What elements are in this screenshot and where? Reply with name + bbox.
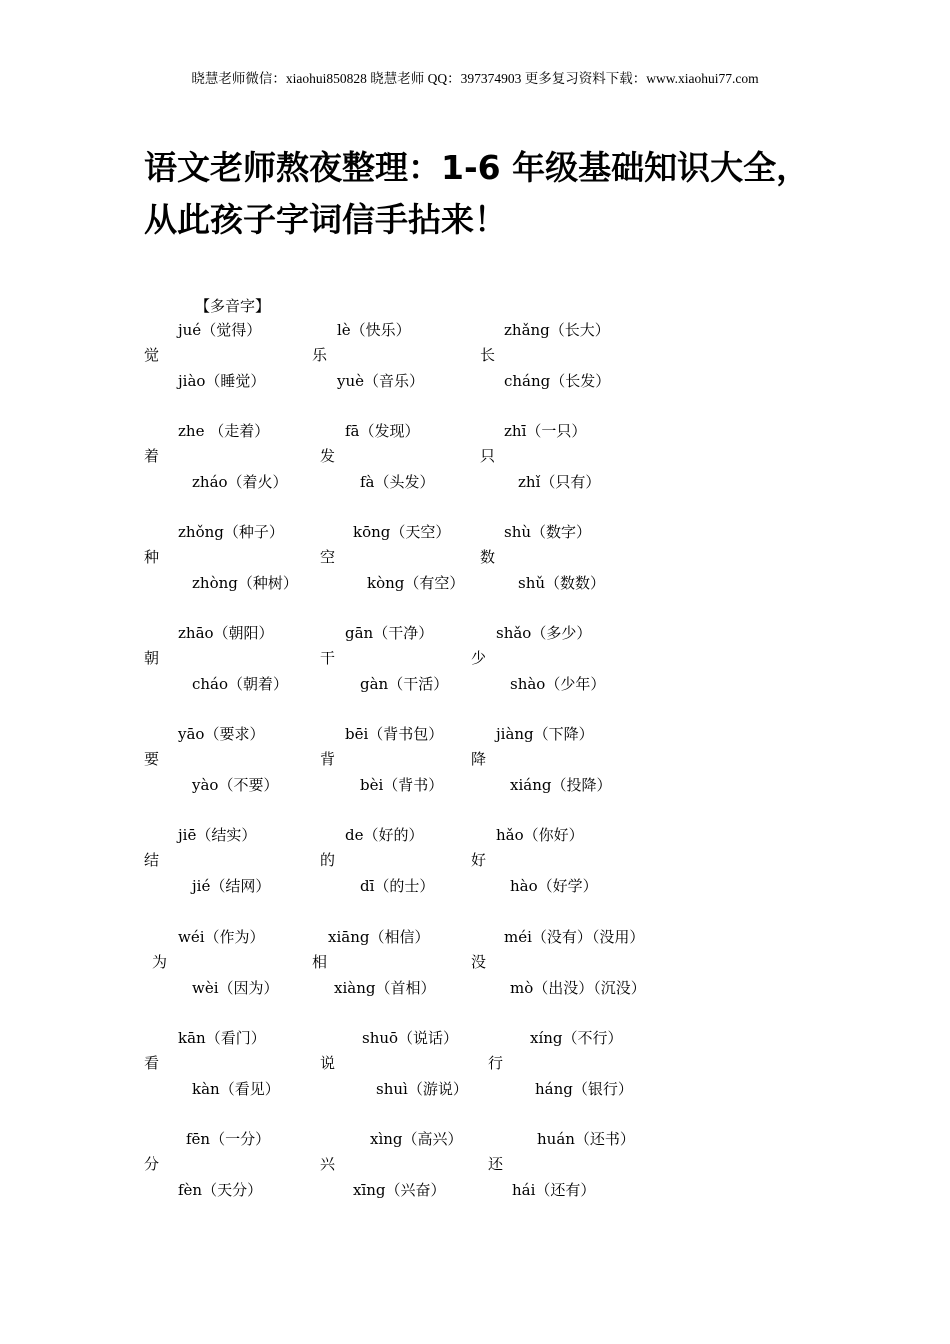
polyphone-char: 没 [471, 953, 487, 971]
polyphone-char: 觉 [144, 346, 160, 364]
pinyin-top: méi（没有）（没用） [504, 928, 645, 946]
polyphone-char: 行 [488, 1054, 504, 1072]
page-title [144, 142, 844, 246]
polyphone-char: 的 [320, 851, 336, 869]
polyphone-char: 长 [480, 346, 496, 364]
pinyin-top: xiāng（相信） [328, 928, 430, 946]
pinyin-bottom: shào（少年） [510, 675, 606, 693]
polyphone-group [0, 927, 950, 1007]
pinyin-bottom: yào（不要） [192, 776, 279, 794]
pinyin-top: wéi（作为） [178, 928, 265, 946]
pinyin-top: zhe （走着） [178, 422, 270, 440]
pinyin-bottom: cháo（朝着） [192, 675, 289, 693]
pinyin-bottom: cháng（长发） [504, 372, 611, 390]
pinyin-bottom: wèi（因为） [192, 979, 279, 997]
pinyin-top: xíng（不行） [530, 1029, 623, 1047]
pinyin-bottom: háng（银行） [535, 1080, 633, 1098]
polyphone-char: 着 [144, 447, 160, 465]
pinyin-bottom: kàn（看见） [192, 1080, 280, 1098]
polyphone-char: 相 [312, 953, 328, 971]
pinyin-top: bēi（背书包） [345, 725, 444, 743]
pinyin-bottom: zhǐ（只有） [518, 473, 601, 491]
polyphone-char: 好 [471, 851, 487, 869]
title-line-1: 语文老师熬夜整理：1-6 年级基础知识大全， [144, 148, 810, 187]
polyphone-group [0, 522, 950, 602]
polyphone-char: 发 [320, 447, 336, 465]
pinyin-bottom: xiáng（投降） [510, 776, 612, 794]
polyphone-char: 为 [152, 953, 168, 971]
polyphone-char: 少 [471, 649, 487, 667]
polyphone-group [0, 623, 950, 703]
pinyin-top: de（好的） [345, 826, 424, 844]
polyphone-char: 还 [488, 1155, 504, 1173]
polyphone-char: 乐 [312, 346, 328, 364]
pinyin-top: zhǒng（种子） [178, 523, 284, 541]
pinyin-bottom: xīng（兴奋） [353, 1181, 446, 1199]
pinyin-bottom: gàn（干活） [360, 675, 449, 693]
polyphone-char: 看 [144, 1054, 160, 1072]
polyphone-group [0, 724, 950, 804]
pinyin-top: jué（觉得） [178, 321, 262, 339]
pinyin-bottom: dī（的士） [360, 877, 435, 895]
pinyin-bottom: bèi（背书） [360, 776, 444, 794]
pinyin-bottom: shǔ（数数） [518, 574, 606, 592]
polyphone-char: 种 [144, 548, 160, 566]
polyphone-group [0, 320, 950, 400]
pinyin-top: fēn（一分） [186, 1130, 271, 1148]
pinyin-bottom: zhòng（种树） [192, 574, 298, 592]
pinyin-bottom: kòng（有空） [367, 574, 465, 592]
pinyin-top: hǎo（你好） [496, 826, 584, 844]
pinyin-bottom: jiào（睡觉） [178, 372, 266, 390]
pinyin-top: zhǎng（长大） [504, 321, 610, 339]
pinyin-top: kōng（天空） [353, 523, 451, 541]
pinyin-bottom: yuè（音乐） [337, 372, 425, 390]
polyphone-char: 分 [144, 1155, 160, 1173]
pinyin-bottom: zháo（着火） [192, 473, 288, 491]
polyphone-group [0, 1129, 950, 1209]
polyphone-char: 要 [144, 750, 160, 768]
pinyin-bottom: mò（出没）（沉没） [510, 979, 646, 997]
pinyin-bottom: hái（还有） [512, 1181, 596, 1199]
polyphone-char: 结 [144, 851, 160, 869]
pinyin-top: fā（发现） [345, 422, 420, 440]
pinyin-bottom: fèn（天分） [178, 1181, 263, 1199]
polyphone-group [0, 421, 950, 501]
polyphone-char: 说 [320, 1054, 336, 1072]
polyphone-group [0, 825, 950, 905]
pinyin-bottom: shuì（游说） [376, 1080, 468, 1098]
pinyin-bottom: fà（头发） [360, 473, 435, 491]
pinyin-bottom: hào（好学） [510, 877, 598, 895]
polyphone-char: 兴 [320, 1155, 336, 1173]
polyphone-char: 干 [320, 649, 336, 667]
polyphone-char: 空 [320, 548, 336, 566]
pinyin-top: shuō（说话） [362, 1029, 459, 1047]
pinyin-top: lè（快乐） [337, 321, 411, 339]
pinyin-top: jiē（结实） [178, 826, 257, 844]
pinyin-top: huán（还书） [537, 1130, 635, 1148]
pinyin-top: gān（干净） [345, 624, 434, 642]
section-label-polyphonic: 【多音字】 [195, 297, 271, 315]
pinyin-top: shǎo（多少） [496, 624, 592, 642]
pinyin-top: kān（看门） [178, 1029, 266, 1047]
pinyin-bottom: jié（结网） [192, 877, 271, 895]
polyphone-char: 数 [480, 548, 496, 566]
polyphone-char: 背 [320, 750, 336, 768]
pinyin-top: shù（数字） [504, 523, 592, 541]
page-header-note: 晓慧老师微信：xiaohui850828 晓慧老师 QQ：397374903 更多复习资料下载：www.xiaohui77.com [191, 71, 759, 86]
polyphone-char: 降 [471, 750, 487, 768]
polyphone-char: 朝 [144, 649, 160, 667]
pinyin-top: zhī（一只） [504, 422, 587, 440]
pinyin-top: yāo（要求） [178, 725, 265, 743]
title-line-2: 从此孩子字词信手拈来！ [144, 200, 507, 239]
polyphone-char: 只 [480, 447, 496, 465]
pinyin-top: zhāo（朝阳） [178, 624, 274, 642]
pinyin-top: jiàng（下降） [496, 725, 594, 743]
pinyin-bottom: xiàng（首相） [334, 979, 436, 997]
pinyin-top: xìng（高兴） [370, 1130, 463, 1148]
polyphone-group [0, 1028, 950, 1108]
